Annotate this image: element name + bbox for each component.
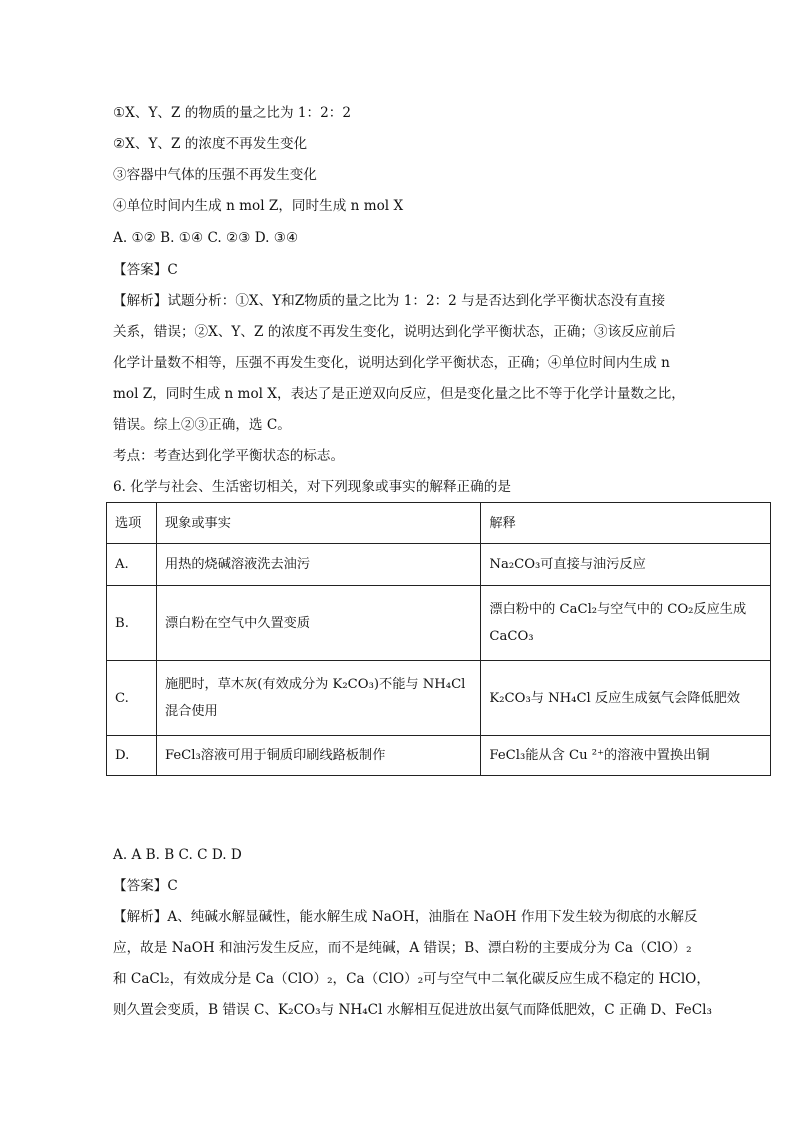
- row-fact: FeCl₃溶液可用于铜质印刷线路板制作: [156, 736, 480, 776]
- row-explanation: Na₂CO₃可直接与油污反应: [481, 544, 771, 586]
- statement-4: ④单位时间内生成 n mol Z，同时生成 n mol X: [113, 198, 404, 214]
- q6-table: [106, 502, 771, 776]
- q6-options: A. A B. B C. C D. D: [113, 847, 242, 863]
- explanation-line: 漂白粉中的 CaCl₂与空气中的 CO₂反应生成: [489, 602, 747, 617]
- fact-line: 施肥时，草木灰(有效成分为 K₂CO₃)不能与 NH₄Cl: [164, 677, 466, 692]
- table-row: [107, 544, 771, 586]
- table-row: [107, 736, 771, 776]
- row-fact: [156, 661, 480, 736]
- q5-options: A. ①② B. ①④ C. ②③ D. ③④: [113, 230, 299, 246]
- row-explanation: [481, 586, 771, 661]
- q6-question: 6. 化学与社会、生活密切相关，对下列现象或事实的解释正确的是: [113, 479, 511, 495]
- header-fact: 现象或事实: [156, 503, 480, 544]
- statement-2: ②X、Y、Z 的浓度不再发生变化: [113, 136, 308, 152]
- row-fact: 用热的烧碱溶液洗去油污: [156, 544, 480, 586]
- header-option: 选项: [107, 503, 157, 544]
- q5-analysis-line: 错误。综上②③正确，选 C。: [113, 417, 291, 433]
- table-header-row: [107, 503, 771, 544]
- row-option: D.: [107, 736, 157, 776]
- q6-answer: 【答案】C: [113, 878, 178, 894]
- row-option: A.: [107, 544, 157, 586]
- q6-analysis-line: 则久置会变质，B 错误 C、K₂CO₃与 NH₄Cl 水解相互促进放出氨气而降低肥效，C 正确 D、FeCl₃: [113, 1002, 712, 1018]
- q5-kaodian: 考点：考查达到化学平衡状态的标志。: [113, 448, 345, 464]
- table-row: [107, 661, 771, 736]
- explanation-line: CaCO₃: [489, 629, 534, 644]
- fact-line: 混合使用: [164, 704, 218, 719]
- q5-analysis-line: 化学计量数不相等，压强不再发生变化，说明达到化学平衡状态，正确；④单位时间内生成 n: [113, 355, 670, 371]
- row-option: B.: [107, 586, 157, 661]
- statement-1: ①X、Y、Z 的物质的量之比为 1：2：2: [113, 105, 351, 121]
- q6-analysis-line: 和 CaCl₂，有效成分是 Ca（ClO）₂，Ca（ClO）₂可与空气中二氧化碳反应生成不稳定的 HClO，: [113, 971, 710, 987]
- q6-analysis-line: 应，故是 NaOH 和油污发生反应，而不是纯碱，A 错误；B、漂白粉的主要成分为 Ca（ClO）₂: [113, 940, 692, 956]
- row-fact: 漂白粉在空气中久置变质: [156, 586, 480, 661]
- q5-analysis-line: 关系，错误；②X、Y、Z 的浓度不再发生变化，说明达到化学平衡状态，正确；③该反应前后: [113, 324, 676, 340]
- q5-analysis-line: mol Z，同时生成 n mol X，表达了是正逆双向反应，但是变化量之比不等于化学计量数之比，: [113, 386, 685, 402]
- q5-answer: 【答案】C: [113, 262, 178, 278]
- table-row: [107, 586, 771, 661]
- statement-3: ③容器中气体的压强不再发生变化: [113, 167, 317, 183]
- header-explanation: 解释: [481, 503, 771, 544]
- row-option: C.: [107, 661, 157, 736]
- q6-analysis-line: 【解析】A、纯碱水解显碱性，能水解生成 NaOH，油脂在 NaOH 作用下发生较为彻底的水解反: [113, 909, 698, 925]
- row-explanation: FeCl₃能从含 Cu ²⁺的溶液中置换出铜: [481, 736, 771, 776]
- row-explanation: K₂CO₃与 NH₄Cl 反应生成氨气会降低肥效: [481, 661, 771, 736]
- q5-analysis-line: 【解析】试题分析：①X、Y和Z物质的量之比为 1：2：2 与是否达到化学平衡状态没有直接: [113, 293, 666, 309]
